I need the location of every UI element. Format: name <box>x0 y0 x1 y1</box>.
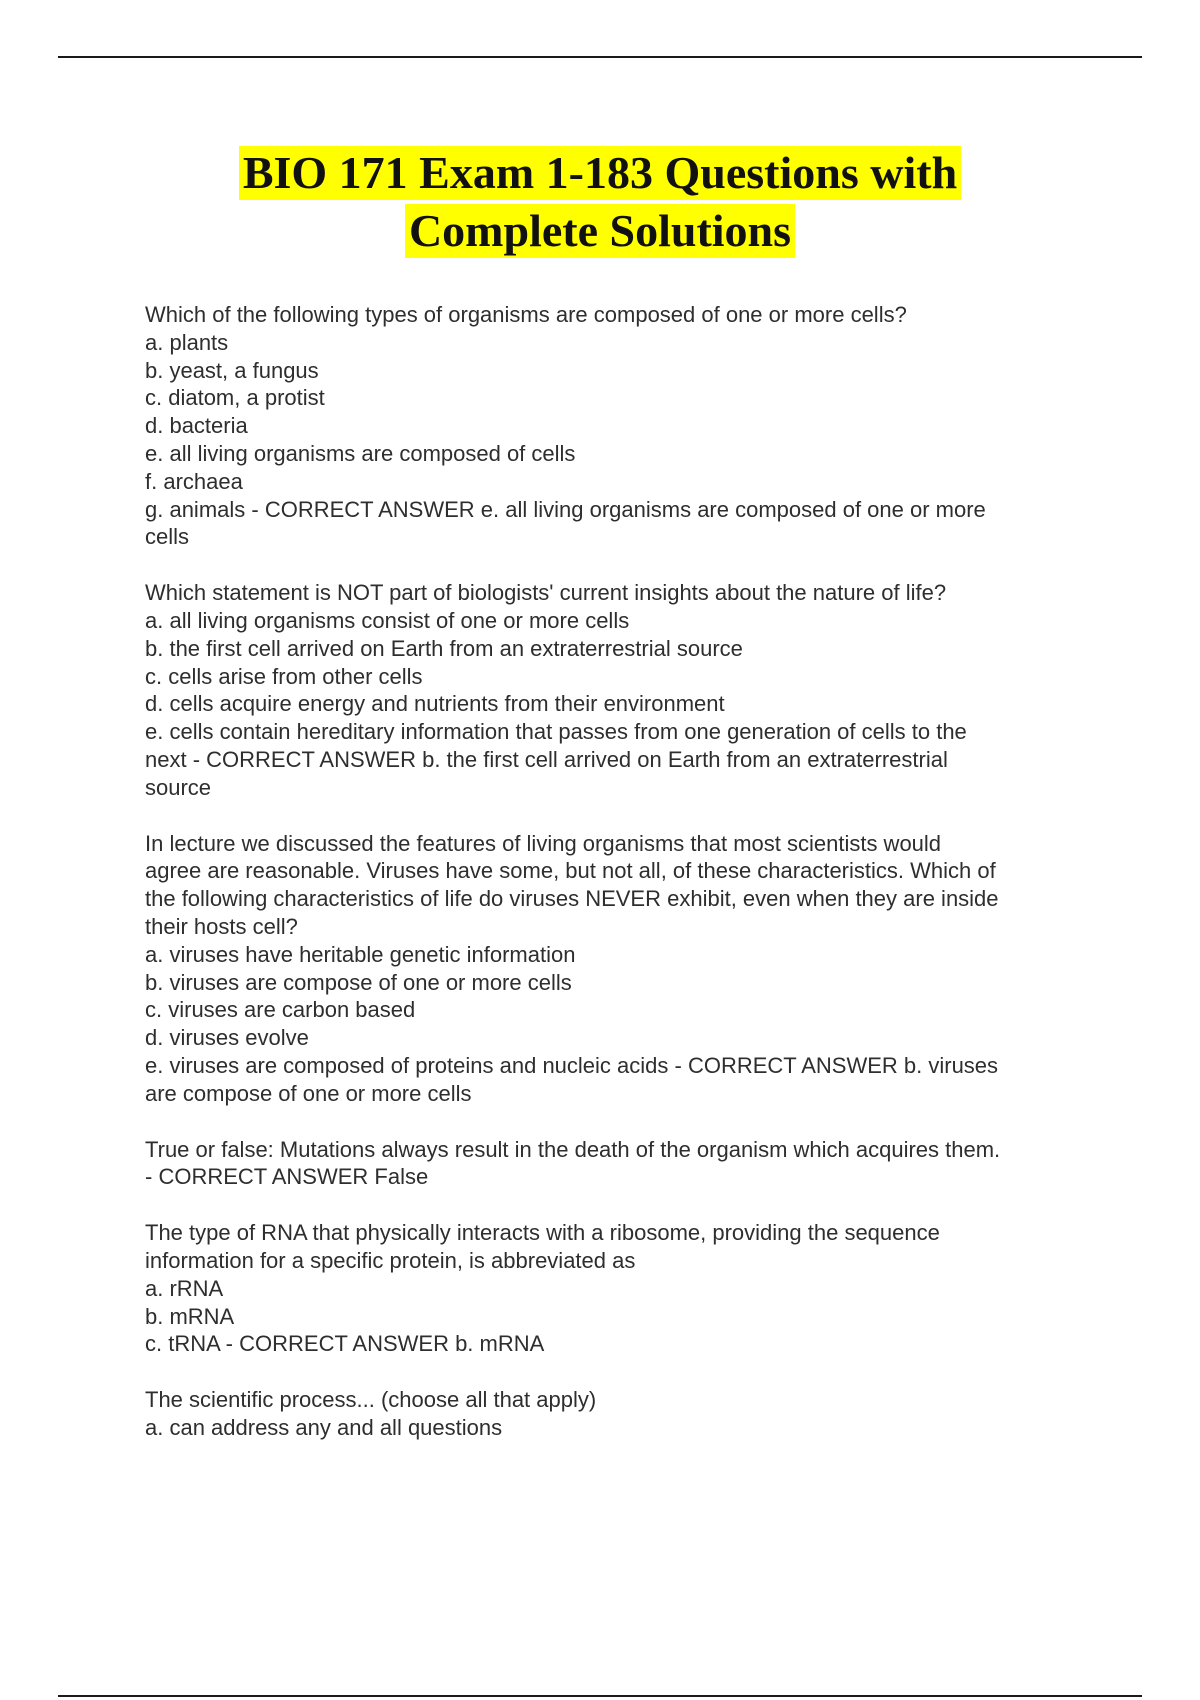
answer-option: d. cells acquire energy and nutrients from their environment <box>145 691 725 717</box>
answer-option: e. cells contain hereditary information that passes from one generation of cells to the <box>145 719 967 745</box>
answer-option: d. bacteria <box>145 413 248 439</box>
answer-option: a. plants <box>145 329 229 355</box>
answer-option: a. rRNA <box>145 1275 224 1301</box>
question-block-4 <box>145 1136 1095 1192</box>
document-title <box>0 146 1200 262</box>
question-text: the following characteristics of life do viruses NEVER exhibit, even when they are inside <box>145 886 999 912</box>
correct-answer-text: source <box>145 774 212 800</box>
question-text: agree are reasonable. Viruses have some, but not all, of these characteristics. Which of <box>145 858 996 884</box>
correct-answer-text: cells <box>145 524 190 550</box>
answer-option: f. archaea <box>145 468 243 494</box>
answer-option: d. viruses evolve <box>145 1025 309 1051</box>
answer-option: c. cells arise from other cells <box>145 663 423 689</box>
question-text: The scientific process... (choose all that apply) <box>145 1387 597 1413</box>
question-text: information for a specific protein, is abbreviated as <box>145 1247 636 1273</box>
title-line-1: BIO 171 Exam 1-183 Questions with <box>239 146 961 200</box>
correct-answer-text: next - CORRECT ANSWER b. the first cell arrived on Earth from an extraterrestrial <box>145 746 948 772</box>
answer-option: b. the first cell arrived on Earth from an extraterrestrial source <box>145 635 743 661</box>
question-text: True or false: Mutations always result in the death of the organism which acquires them. <box>145 1136 1001 1162</box>
answer-option: c. diatom, a protist <box>145 385 325 411</box>
top-divider <box>58 56 1142 58</box>
answer-option: b. mRNA <box>145 1303 235 1329</box>
question-list <box>145 301 1095 1470</box>
correct-answer-text: - CORRECT ANSWER False <box>145 1164 429 1190</box>
question-block-6 <box>145 1386 1095 1442</box>
answer-option: b. yeast, a fungus <box>145 357 319 383</box>
question-block-1 <box>145 301 1095 551</box>
question-text: In lecture we discussed the features of living organisms that most scientists would <box>145 830 942 856</box>
question-block-2 <box>145 579 1095 801</box>
question-block-3 <box>145 830 1095 1108</box>
answer-option: a. all living organisms consist of one or more cells <box>145 607 630 633</box>
question-text: The type of RNA that physically interacts with a ribosome, providing the sequence <box>145 1220 940 1246</box>
answer-option: a. viruses have heritable genetic information <box>145 941 576 967</box>
answer-option: b. viruses are compose of one or more cells <box>145 969 572 995</box>
question-block-5 <box>145 1219 1095 1358</box>
question-text: Which of the following types of organisms are composed of one or more cells? <box>145 302 907 327</box>
answer-option: c. viruses are carbon based <box>145 997 416 1023</box>
title-line-2: Complete Solutions <box>405 204 795 258</box>
answer-option: a. can address any and all questions <box>145 1414 503 1440</box>
answer-option: e. all living organisms are composed of cells <box>145 440 576 466</box>
correct-answer-text: e. viruses are composed of proteins and nucleic acids - CORRECT ANSWER b. viruses <box>145 1052 999 1078</box>
question-text: Which statement is NOT part of biologists' current insights about the nature of life? <box>145 580 947 606</box>
correct-answer-text: c. tRNA - CORRECT ANSWER b. mRNA <box>145 1331 545 1357</box>
question-text: their hosts cell? <box>145 913 298 939</box>
correct-answer-text: are compose of one or more cells <box>145 1080 472 1106</box>
correct-answer-text: g. animals - CORRECT ANSWER e. all living organisms are composed of one or more <box>145 496 986 522</box>
bottom-divider <box>58 1695 1142 1697</box>
